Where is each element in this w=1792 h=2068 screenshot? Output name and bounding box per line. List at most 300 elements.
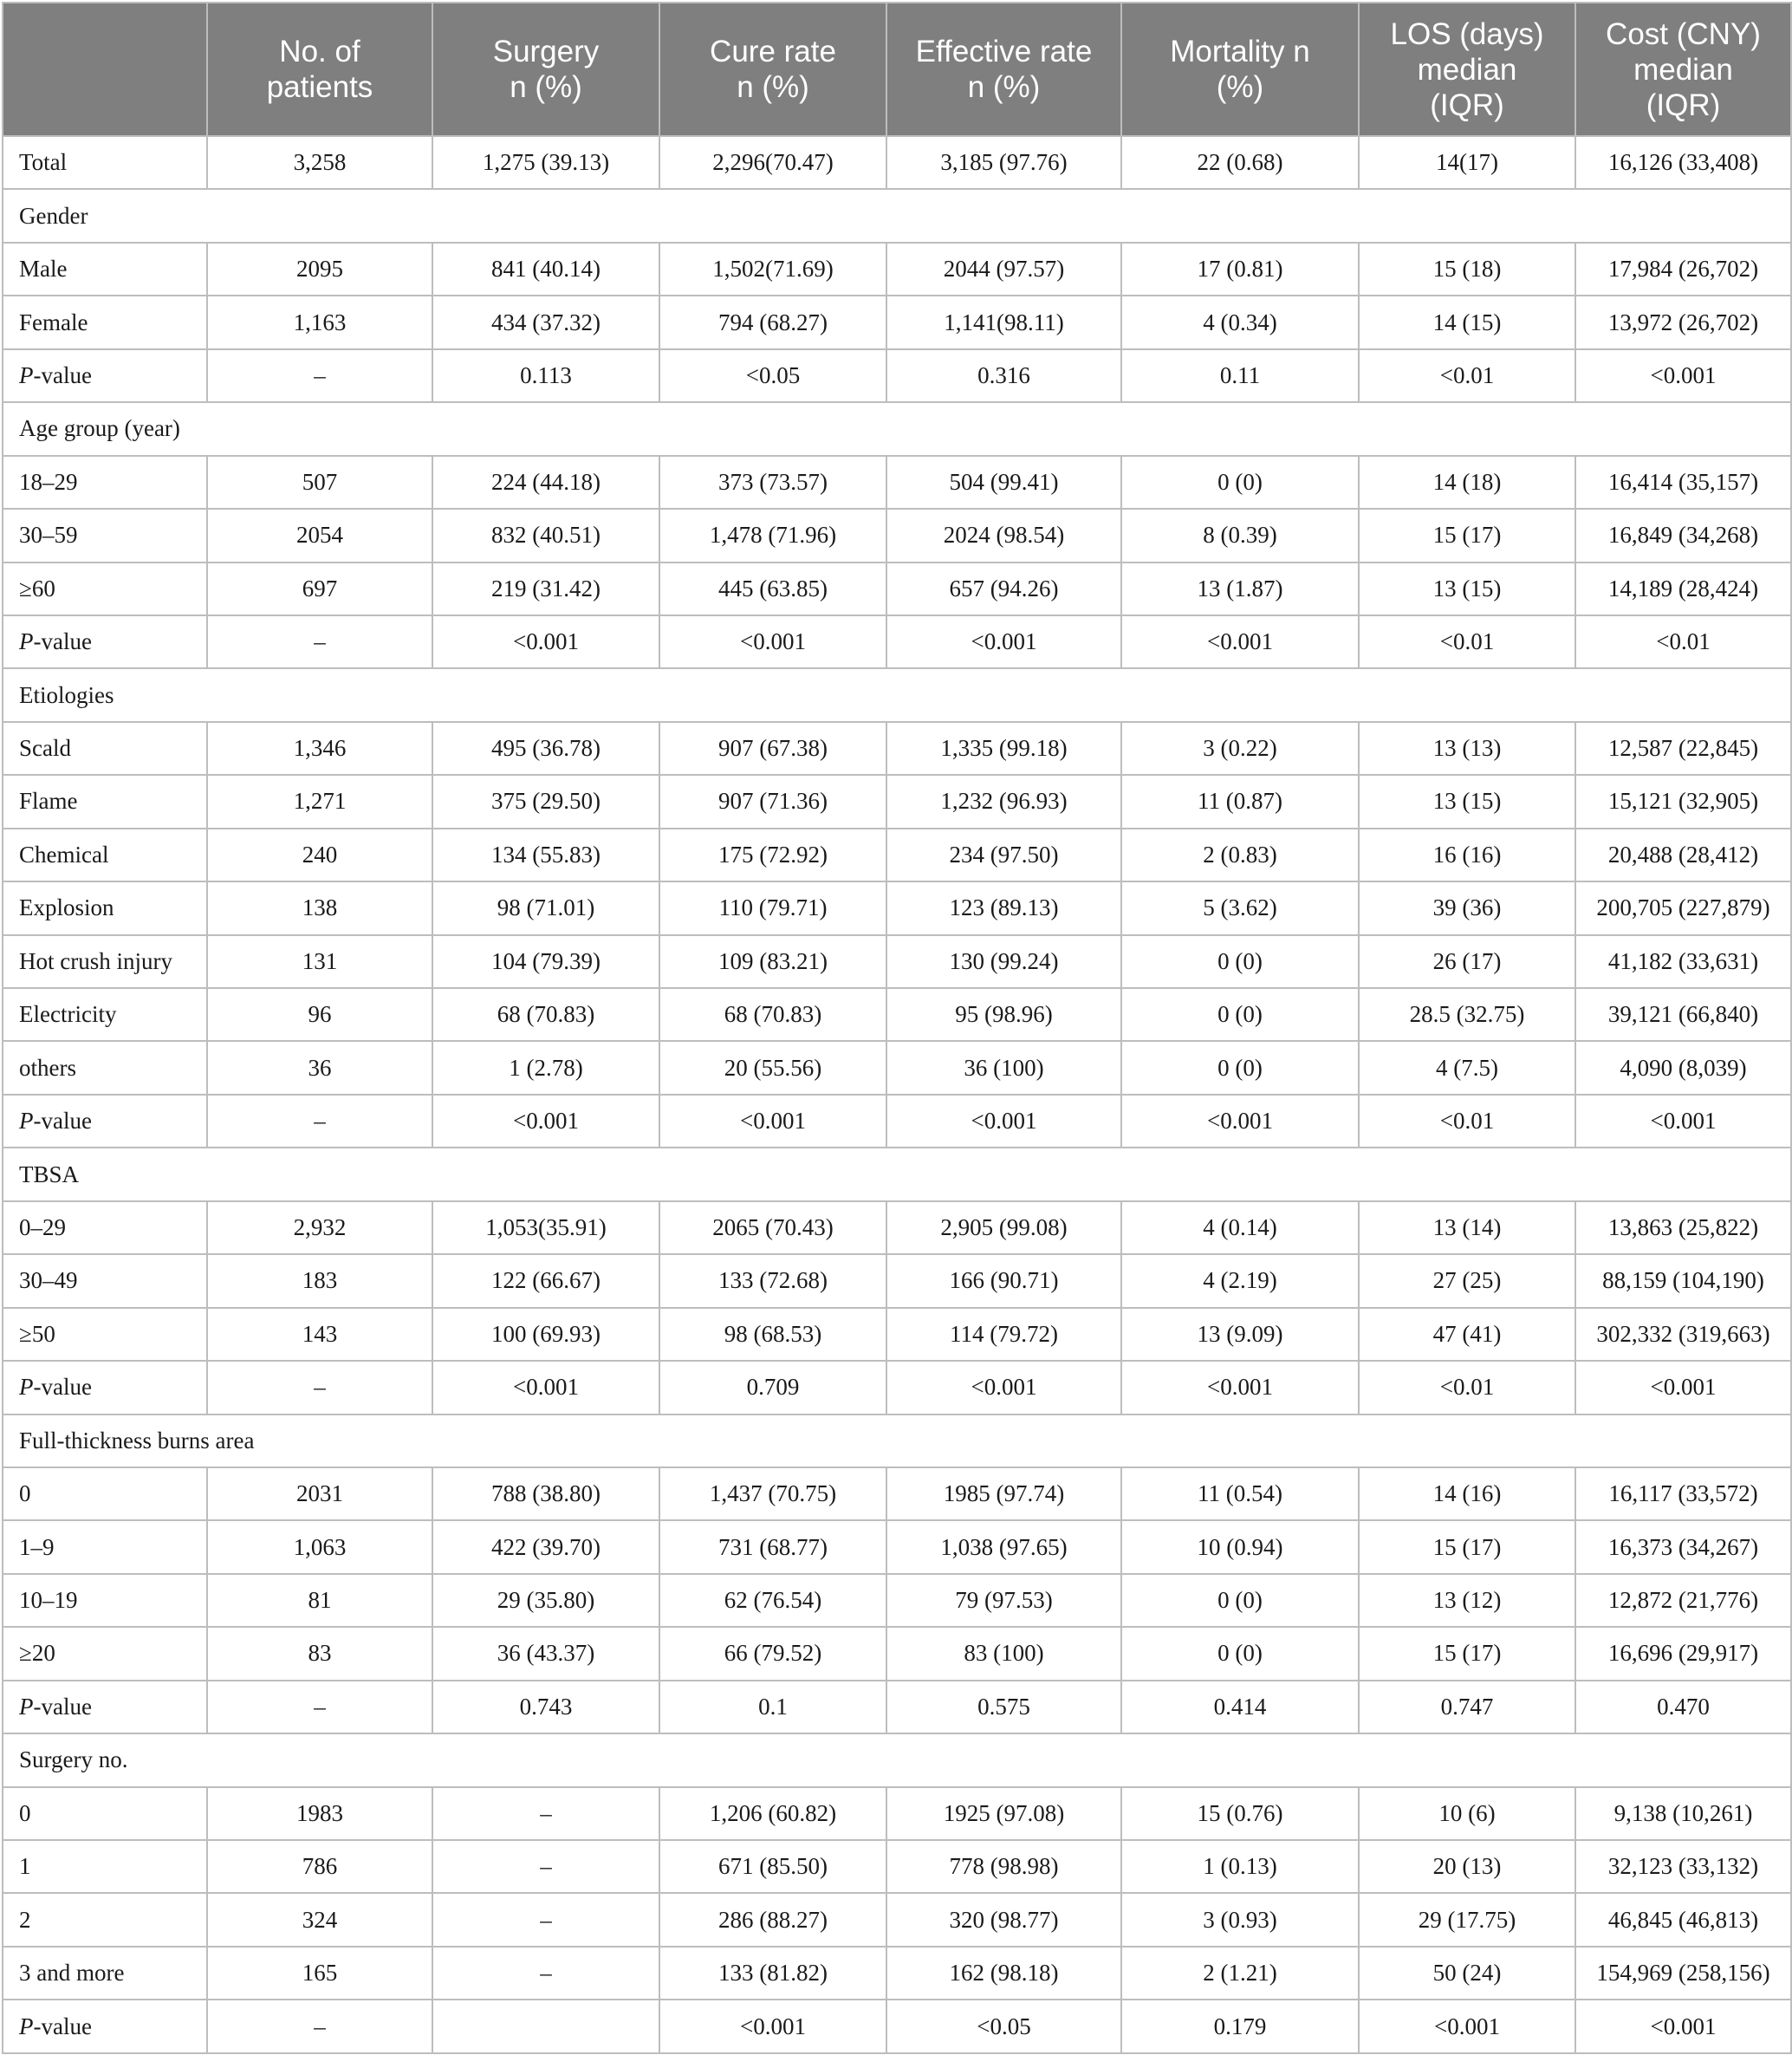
cell-los: 13 (12) [1359,1574,1575,1627]
cell-patients: 1983 [207,1787,432,1840]
cell-cost: 4,090 (8,039) [1575,1041,1791,1094]
row-label: 18–29 [3,456,207,509]
p-symbol: P [19,1693,34,1720]
cell-los: 15 (17) [1359,1520,1575,1573]
cell-cost: 13,863 (25,822) [1575,1201,1791,1254]
cell-patients: 3,258 [207,136,432,189]
cell-mortality: 2 (0.83) [1121,829,1359,881]
row-label: 0 [3,1787,207,1840]
cell-surgery: 832 (40.51) [432,509,659,562]
cell-patients: 36 [207,1041,432,1094]
cell-cure-rate: 373 (73.57) [659,456,886,509]
row-label: ≥20 [3,1627,207,1680]
cell-effective-rate: 1,232 (96.93) [886,775,1121,828]
cell-cure-rate: 2,296(70.47) [659,136,886,189]
cell-cost: <0.001 [1575,2000,1791,2053]
cell-cure-rate: 110 (79.71) [659,881,886,934]
header-cell-surgery: Surgery n (%) [432,3,659,136]
cell-cure-rate: 907 (67.38) [659,722,886,775]
cell-los: 39 (36) [1359,881,1575,934]
cell-cure-rate: 68 (70.83) [659,988,886,1041]
cell-patients: 1,163 [207,296,432,348]
cell-los: <0.01 [1359,1095,1575,1148]
cell-cure-rate: 1,502(71.69) [659,243,886,296]
table-row [3,829,1791,881]
cell-los: 47 (41) [1359,1308,1575,1361]
cell-cost: 0.470 [1575,1681,1791,1733]
cell-mortality: 0.11 [1121,349,1359,402]
cell-cost: <0.001 [1575,1095,1791,1148]
cell-effective-rate: 234 (97.50) [886,829,1121,881]
cell-effective-rate: 1985 (97.74) [886,1467,1121,1520]
cell-surgery: 434 (37.32) [432,296,659,348]
cell-patients: 2054 [207,509,432,562]
table-row [3,1893,1791,1946]
section-label: Surgery no. [3,1733,1791,1786]
cell-los: 29 (17.75) [1359,1893,1575,1946]
cell-surgery: – [432,1893,659,1946]
cell-patients: 240 [207,829,432,881]
cell-los: 14 (18) [1359,456,1575,509]
table-row [3,1254,1791,1307]
cell-los: <0.01 [1359,1361,1575,1414]
header-cell-cost: Cost (CNY) median (IQR) [1575,3,1791,136]
table-row [3,456,1791,509]
header-cell-los: LOS (days) median (IQR) [1359,3,1575,136]
cell-surgery: 219 (31.42) [432,563,659,615]
section-label: Age group (year) [3,402,1791,455]
row-label [3,1681,207,1733]
row-label: 1–9 [3,1520,207,1573]
cell-mortality: 0 (0) [1121,456,1359,509]
row-label [3,1095,207,1148]
cell-cure-rate: 66 (79.52) [659,1627,886,1680]
p-value-row [3,1095,1791,1148]
cell-cost: 16,414 (35,157) [1575,456,1791,509]
table-row [3,1520,1791,1573]
cell-surgery: <0.001 [432,1095,659,1148]
cell-cure-rate: 20 (55.56) [659,1041,886,1094]
cell-effective-rate: 130 (99.24) [886,935,1121,988]
cell-cure-rate: 109 (83.21) [659,935,886,988]
section-label: Etiologies [3,668,1791,721]
p-value-row [3,615,1791,668]
cell-mortality: <0.001 [1121,615,1359,668]
cell-los: 15 (18) [1359,243,1575,296]
section-label: Full-thickness burns area [3,1414,1791,1467]
table-row [3,775,1791,828]
cell-cure-rate: <0.05 [659,349,886,402]
header-cell-cure-rate: Cure rate n (%) [659,3,886,136]
cell-los: 28.5 (32.75) [1359,988,1575,1041]
cell-patients: 2,932 [207,1201,432,1254]
cell-cost: 17,984 (26,702) [1575,243,1791,296]
cell-cost: 12,587 (22,845) [1575,722,1791,775]
cell-los: 10 (6) [1359,1787,1575,1840]
cell-effective-rate: 79 (97.53) [886,1574,1121,1627]
cell-surgery: 1,053(35.91) [432,1201,659,1254]
cell-effective-rate: <0.001 [886,615,1121,668]
cell-effective-rate: 3,185 (97.76) [886,136,1121,189]
cell-surgery: 495 (36.78) [432,722,659,775]
cell-los: 14 (15) [1359,296,1575,348]
row-label [3,615,207,668]
cell-effective-rate: 162 (98.18) [886,1947,1121,2000]
cell-cost: 13,972 (26,702) [1575,296,1791,348]
table-row [3,1467,1791,1520]
cell-mortality: 1 (0.13) [1121,1840,1359,1893]
section-row [3,189,1791,242]
table-header [3,3,1791,136]
cell-surgery: 36 (43.37) [432,1627,659,1680]
row-label: 30–59 [3,509,207,562]
cell-cure-rate: 2065 (70.43) [659,1201,886,1254]
section-row [3,1733,1791,1786]
row-label: Explosion [3,881,207,934]
cell-effective-rate: 166 (90.71) [886,1254,1121,1307]
cell-cure-rate: 133 (72.68) [659,1254,886,1307]
p-symbol: P [19,361,34,388]
p-value-row [3,1681,1791,1733]
cell-cure-rate: 794 (68.27) [659,296,886,348]
cell-mortality: 11 (0.87) [1121,775,1359,828]
cell-surgery: 0.113 [432,349,659,402]
cell-mortality: 13 (1.87) [1121,563,1359,615]
cell-cure-rate: 98 (68.53) [659,1308,886,1361]
header-cell-effective-rate: Effective rate n (%) [886,3,1121,136]
cell-mortality: 4 (0.34) [1121,296,1359,348]
table-row [3,881,1791,934]
header-cell-label [3,3,207,136]
cell-cost: 302,332 (319,663) [1575,1308,1791,1361]
p-label-suffix: -value [33,1693,92,1720]
cell-cost: 20,488 (28,412) [1575,829,1791,881]
cell-mortality: 5 (3.62) [1121,881,1359,934]
table-row [3,988,1791,1041]
cell-los: 16 (16) [1359,829,1575,881]
cell-surgery: 122 (66.67) [432,1254,659,1307]
cell-cost: 9,138 (10,261) [1575,1787,1791,1840]
cell-patients: – [207,349,432,402]
cell-surgery: – [432,1787,659,1840]
cell-cure-rate: 62 (76.54) [659,1574,886,1627]
table-row [3,722,1791,775]
cell-effective-rate: 1,335 (99.18) [886,722,1121,775]
row-label: Total [3,136,207,189]
cell-surgery: 134 (55.83) [432,829,659,881]
cell-cure-rate: <0.001 [659,615,886,668]
cell-effective-rate: 95 (98.96) [886,988,1121,1041]
cell-mortality: 0.414 [1121,1681,1359,1733]
row-label: Male [3,243,207,296]
table-row [3,296,1791,348]
cell-cure-rate: 0.1 [659,1681,886,1733]
cell-cure-rate: 907 (71.36) [659,775,886,828]
cell-los: 15 (17) [1359,1627,1575,1680]
cell-effective-rate: 0.316 [886,349,1121,402]
table-row [3,1787,1791,1840]
cell-effective-rate: <0.001 [886,1361,1121,1414]
cell-effective-rate: 36 (100) [886,1041,1121,1094]
cell-surgery: 422 (39.70) [432,1520,659,1573]
p-symbol: P [19,628,34,655]
header-cell-mortality: Mortality n (%) [1121,3,1359,136]
section-row [3,1148,1791,1200]
p-label-suffix: -value [33,1374,92,1401]
table-body [3,136,1791,2053]
cell-los: 15 (17) [1359,509,1575,562]
cell-cure-rate: 671 (85.50) [659,1840,886,1893]
cell-cost: 16,373 (34,267) [1575,1520,1791,1573]
cell-patients: 138 [207,881,432,934]
cell-cost: 200,705 (227,879) [1575,881,1791,934]
cell-effective-rate: 1925 (97.08) [886,1787,1121,1840]
table-row [3,1201,1791,1254]
cell-effective-rate: 2024 (98.54) [886,509,1121,562]
cell-patients: 131 [207,935,432,988]
p-value-row [3,349,1791,402]
cell-mortality: 13 (9.09) [1121,1308,1359,1361]
section-label: TBSA [3,1148,1791,1200]
cell-surgery: 224 (44.18) [432,456,659,509]
cell-surgery: – [432,1840,659,1893]
cell-mortality: 3 (0.22) [1121,722,1359,775]
cell-patients: 697 [207,563,432,615]
table-row [3,1308,1791,1361]
row-label: 0 [3,1467,207,1520]
cell-surgery: 1,275 (39.13) [432,136,659,189]
p-value-row [3,2000,1791,2053]
cell-cure-rate: 0.709 [659,1361,886,1414]
cell-patients: – [207,1361,432,1414]
cell-los: 27 (25) [1359,1254,1575,1307]
cell-mortality: 0 (0) [1121,1574,1359,1627]
cell-patients: 96 [207,988,432,1041]
cell-surgery [432,2000,659,2053]
cell-cost: 14,189 (28,424) [1575,563,1791,615]
cell-los: 14 (16) [1359,1467,1575,1520]
cell-patients: 2095 [207,243,432,296]
cell-mortality: 0 (0) [1121,1627,1359,1680]
cell-mortality: 0.179 [1121,2000,1359,2053]
cell-surgery: 29 (35.80) [432,1574,659,1627]
cell-patients: 1,063 [207,1520,432,1573]
row-label: ≥50 [3,1308,207,1361]
table-row [3,935,1791,988]
row-label: Flame [3,775,207,828]
cell-mortality: 0 (0) [1121,1041,1359,1094]
cell-effective-rate: 504 (99.41) [886,456,1121,509]
cell-mortality: 2 (1.21) [1121,1947,1359,2000]
cell-surgery: 1 (2.78) [432,1041,659,1094]
cell-patients: 786 [207,1840,432,1893]
cell-los: <0.01 [1359,349,1575,402]
cell-cure-rate: 175 (72.92) [659,829,886,881]
cell-effective-rate: 2,905 (99.08) [886,1201,1121,1254]
cell-mortality: 10 (0.94) [1121,1520,1359,1573]
section-row [3,402,1791,455]
cell-mortality: 0 (0) [1121,935,1359,988]
cell-patients: 1,271 [207,775,432,828]
cell-cure-rate: 1,206 (60.82) [659,1787,886,1840]
cell-los: 4 (7.5) [1359,1041,1575,1094]
cell-patients: – [207,2000,432,2053]
cell-cost: 16,126 (33,408) [1575,136,1791,189]
cell-mortality: 3 (0.93) [1121,1893,1359,1946]
cell-effective-rate: 123 (89.13) [886,881,1121,934]
row-label: 10–19 [3,1574,207,1627]
row-label: 3 and more [3,1947,207,2000]
cell-surgery: 100 (69.93) [432,1308,659,1361]
p-label-suffix: -value [33,361,92,388]
p-label-suffix: -value [33,1108,92,1135]
cell-los: 14(17) [1359,136,1575,189]
cell-effective-rate: 778 (98.98) [886,1840,1121,1893]
cell-patients: 165 [207,1947,432,2000]
p-label-suffix: -value [33,2013,92,2039]
cell-los: <0.001 [1359,2000,1575,2053]
cell-patients: 1,346 [207,722,432,775]
cell-patients: 2031 [207,1467,432,1520]
cell-effective-rate: 0.575 [886,1681,1121,1733]
cell-los: 13 (15) [1359,563,1575,615]
cell-surgery: 375 (29.50) [432,775,659,828]
cell-patients: – [207,615,432,668]
cell-patients: – [207,1095,432,1148]
cell-cure-rate: 1,437 (70.75) [659,1467,886,1520]
row-label: 0–29 [3,1201,207,1254]
cell-effective-rate: <0.001 [886,1095,1121,1148]
cell-cost: 154,969 (258,156) [1575,1947,1791,2000]
cell-effective-rate: 1,038 (97.65) [886,1520,1121,1573]
header-row [3,3,1791,136]
table-row [3,563,1791,615]
cell-surgery: 788 (38.80) [432,1467,659,1520]
table-row [3,243,1791,296]
cell-cost: 16,117 (33,572) [1575,1467,1791,1520]
cell-surgery: 104 (79.39) [432,935,659,988]
cell-surgery: <0.001 [432,1361,659,1414]
cell-los: 13 (13) [1359,722,1575,775]
cell-patients: 183 [207,1254,432,1307]
cell-patients: – [207,1681,432,1733]
cell-cure-rate: 133 (81.82) [659,1947,886,2000]
cell-effective-rate: 1,141(98.11) [886,296,1121,348]
cell-cost: <0.001 [1575,1361,1791,1414]
cell-cure-rate: 1,478 (71.96) [659,509,886,562]
cell-los: <0.01 [1359,615,1575,668]
row-label: Chemical [3,829,207,881]
cell-surgery: – [432,1947,659,2000]
cell-surgery: <0.001 [432,615,659,668]
cell-surgery: 0.743 [432,1681,659,1733]
p-symbol: P [19,2013,34,2039]
cell-effective-rate: 2044 (97.57) [886,243,1121,296]
section-label: Gender [3,189,1791,242]
table-row [3,1840,1791,1893]
row-label [3,2000,207,2053]
cell-los: 20 (13) [1359,1840,1575,1893]
cell-cure-rate: <0.001 [659,2000,886,2053]
row-label: Electricity [3,988,207,1041]
row-label [3,1361,207,1414]
row-label: Scald [3,722,207,775]
cell-los: 13 (14) [1359,1201,1575,1254]
cell-mortality: 22 (0.68) [1121,136,1359,189]
cell-cost: 41,182 (33,631) [1575,935,1791,988]
row-label: 1 [3,1840,207,1893]
cell-mortality: 8 (0.39) [1121,509,1359,562]
cell-cost: 32,123 (33,132) [1575,1840,1791,1893]
cell-effective-rate: 114 (79.72) [886,1308,1121,1361]
cell-cure-rate: <0.001 [659,1095,886,1148]
cell-effective-rate: 320 (98.77) [886,1893,1121,1946]
cell-surgery: 841 (40.14) [432,243,659,296]
cell-cost: 46,845 (46,813) [1575,1893,1791,1946]
row-label: Hot crush injury [3,935,207,988]
p-symbol: P [19,1374,34,1401]
cell-mortality: 4 (2.19) [1121,1254,1359,1307]
cell-patients: 324 [207,1893,432,1946]
table-row [3,1627,1791,1680]
cell-cost: 12,872 (21,776) [1575,1574,1791,1627]
data-table [2,2,1792,2054]
table-row [3,509,1791,562]
header-cell-patients: No. of patients [207,3,432,136]
row-label: ≥60 [3,563,207,615]
cell-effective-rate: 657 (94.26) [886,563,1121,615]
cell-cure-rate: 445 (63.85) [659,563,886,615]
cell-mortality: 15 (0.76) [1121,1787,1359,1840]
cell-cost: 39,121 (66,840) [1575,988,1791,1041]
row-label [3,349,207,402]
cell-surgery: 98 (71.01) [432,881,659,934]
cell-mortality: 4 (0.14) [1121,1201,1359,1254]
cell-los: 0.747 [1359,1681,1575,1733]
section-row [3,1414,1791,1467]
cell-cost: <0.001 [1575,349,1791,402]
cell-los: 26 (17) [1359,935,1575,988]
cell-cost: 88,159 (104,190) [1575,1254,1791,1307]
table-row [3,136,1791,189]
row-label: 30–49 [3,1254,207,1307]
cell-surgery: 68 (70.83) [432,988,659,1041]
cell-cost: 16,696 (29,917) [1575,1627,1791,1680]
section-row [3,668,1791,721]
cell-effective-rate: 83 (100) [886,1627,1121,1680]
p-label-suffix: -value [33,628,92,655]
cell-patients: 81 [207,1574,432,1627]
cell-patients: 507 [207,456,432,509]
p-value-row [3,1361,1791,1414]
cell-mortality: <0.001 [1121,1095,1359,1148]
cell-cure-rate: 286 (88.27) [659,1893,886,1946]
table-row [3,1574,1791,1627]
cell-cost: 16,849 (34,268) [1575,509,1791,562]
cell-patients: 143 [207,1308,432,1361]
cell-cost: <0.01 [1575,615,1791,668]
table-row [3,1947,1791,2000]
row-label: others [3,1041,207,1094]
cell-cost: 15,121 (32,905) [1575,775,1791,828]
cell-effective-rate: <0.05 [886,2000,1121,2053]
cell-mortality: 0 (0) [1121,988,1359,1041]
cell-mortality: <0.001 [1121,1361,1359,1414]
cell-cure-rate: 731 (68.77) [659,1520,886,1573]
cell-mortality: 17 (0.81) [1121,243,1359,296]
cell-los: 50 (24) [1359,1947,1575,2000]
row-label: Female [3,296,207,348]
